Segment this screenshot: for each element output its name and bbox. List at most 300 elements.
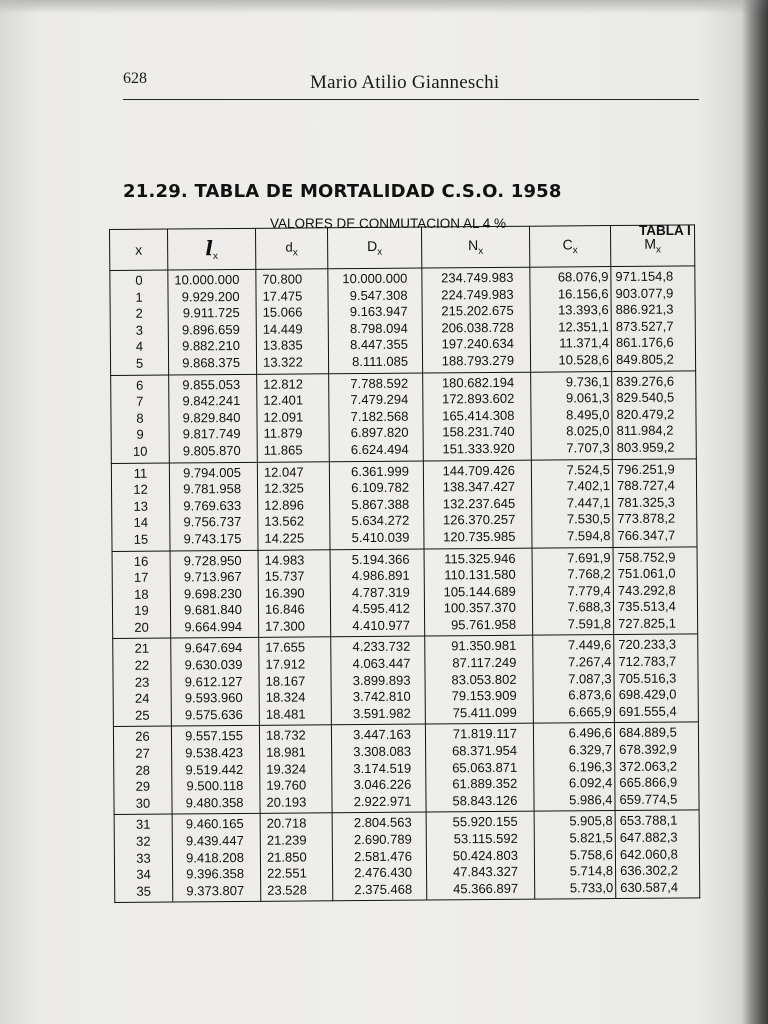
table-value: 50.424.803 (452, 847, 518, 863)
table-value: 849.805,2 (615, 351, 674, 367)
table-value: 811.984,2 (616, 422, 674, 439)
table-value: 27 (135, 745, 150, 761)
table-value: 8 (136, 410, 144, 426)
table-value: 20.193 (266, 794, 307, 810)
table-value: 12 (133, 481, 148, 497)
table-value: 5.194.366 (351, 551, 410, 567)
table-value: 9 (136, 427, 144, 443)
dx-cell (260, 813, 333, 902)
Mx-cell (614, 634, 699, 723)
table-value: 6.496,6 (568, 725, 613, 741)
table-value: 188.793.279 (441, 352, 515, 369)
table-value: 11.371,4 (559, 335, 609, 351)
Dx-cell (330, 549, 425, 638)
page-number: 628 (123, 70, 147, 87)
table-value: 9.373.807 (186, 882, 245, 899)
Nx-cell (425, 636, 534, 725)
Mx-cell (611, 266, 696, 371)
table-value: 7.087,3 (568, 670, 612, 687)
table-value: 65.063.871 (452, 759, 518, 775)
table-value: 17.300 (265, 618, 305, 634)
col-header-Nx: $N_x$ (421, 226, 529, 268)
table-value: 642.060,8 (619, 846, 678, 862)
table-value: 829.540,5 (616, 389, 675, 406)
table-value: 820.479,2 (616, 406, 675, 422)
table-value: 5.733,0 (569, 879, 614, 896)
table-value: 7.402,1 (566, 478, 611, 494)
table-value: 6.873,6 (568, 687, 612, 703)
table-value: 781.325,3 (617, 494, 676, 510)
dx-cell (257, 461, 330, 550)
table-value: 165.414.308 (442, 407, 515, 424)
table-value: 32 (136, 833, 151, 849)
table-value: 5.714,8 (569, 863, 614, 879)
table-value: 115.325.946 (444, 550, 516, 566)
table-value: 861.176,6 (615, 334, 674, 351)
table-value: 68.076,9 (557, 269, 609, 285)
Dx-cell (331, 637, 426, 726)
table-value: 5 (135, 355, 144, 371)
table-value: 18.324 (265, 689, 306, 706)
table-value: 758.752,9 (617, 549, 676, 565)
table-value: 3 (135, 322, 143, 338)
table-value: 705.516,3 (618, 670, 677, 686)
table-value: 2.690.789 (353, 831, 412, 848)
table-value: 9.418.208 (186, 849, 244, 866)
table-value: 215.202.675 (441, 303, 514, 319)
table-value: 126.370.257 (442, 512, 516, 528)
table-value: 158.231.740 (442, 424, 515, 440)
Dx-cell (329, 373, 424, 462)
table-value: 9.756.737 (183, 514, 242, 530)
table-value: 7.707,3 (566, 440, 610, 456)
table-value: 8.447.355 (350, 337, 408, 353)
Dx-cell (329, 461, 424, 550)
table-value: 10.000.000 (342, 270, 408, 287)
age-cell (110, 270, 169, 375)
table-value: 4.986.891 (351, 567, 410, 584)
table-value: 8.111.085 (352, 353, 409, 370)
table-value: 9.911.725 (182, 305, 240, 321)
table-value: 12.091 (263, 409, 304, 425)
age-cell (113, 726, 172, 814)
table-value: 17.475 (262, 288, 303, 304)
table-value: 75.411.099 (452, 704, 517, 721)
Mx-cell (612, 370, 697, 459)
page-top-shadow (0, 0, 768, 14)
table-value: 15 (133, 531, 149, 547)
table-value: 9.713.967 (183, 569, 242, 585)
table-value: 766.347,7 (617, 527, 676, 543)
table-value: 2.922.971 (353, 793, 412, 809)
table-value: 9.439.447 (185, 832, 244, 849)
table-value: 2.476.430 (354, 864, 413, 881)
table-value: 9.929.200 (181, 288, 240, 305)
table-value: 180.682.194 (441, 374, 515, 390)
Nx-cell (423, 460, 532, 549)
table-value: 1 (135, 289, 143, 305)
table-value: 9.396.358 (186, 866, 245, 882)
table-value: 14.225 (264, 530, 305, 546)
age-cell (111, 375, 170, 463)
table-value: 34 (136, 866, 151, 882)
table-value: 7.530,5 (566, 511, 611, 527)
table-value: 2.581.476 (354, 848, 412, 864)
table-value: 7.691,9 (567, 549, 611, 565)
mortality-table (109, 224, 700, 903)
table-value: 12.047 (263, 464, 304, 480)
dx-cell (259, 637, 332, 726)
Dx-cell (328, 268, 423, 373)
table-value: 9.575.636 (184, 706, 243, 723)
table-value: 9.557.155 (185, 728, 244, 744)
table-value: 7.591,8 (567, 615, 612, 632)
table-value: 7 (136, 393, 144, 409)
table-value: 971.154,8 (615, 268, 674, 285)
table-value: 5.821,5 (569, 830, 613, 846)
dx-cell (259, 725, 332, 814)
lx-cell (172, 814, 261, 903)
table-value: 9.855.053 (182, 376, 241, 392)
table-value: 5.410.039 (351, 529, 410, 546)
Mx-cell (614, 722, 699, 811)
table-value: 21.239 (266, 832, 307, 848)
table-value: 138.347.427 (442, 478, 516, 495)
Nx-cell (422, 267, 531, 372)
table-value: 17.655 (265, 639, 306, 656)
table-value: 68.371.954 (451, 742, 518, 759)
table-value: 7.788.592 (350, 375, 409, 391)
table-value: 13.322 (262, 354, 303, 370)
table-value: 33 (136, 850, 151, 866)
table-value: 30 (135, 795, 151, 811)
table-value: 206.038.728 (441, 319, 514, 336)
table-value: 2 (135, 305, 143, 321)
table-row-group (113, 722, 699, 815)
table-value: 9.882.210 (182, 338, 240, 354)
Nx-cell (424, 548, 533, 637)
table-value: 12.896 (264, 497, 304, 513)
table-value: 9.519.442 (185, 761, 244, 778)
table-value: 9.163.947 (349, 303, 408, 320)
table-value: 678.392,9 (619, 741, 678, 758)
table-value: 9.460.165 (185, 816, 244, 832)
table-value: 20 (134, 619, 149, 635)
Cx-cell (531, 371, 613, 460)
table-value: 19.760 (266, 777, 307, 793)
table-value: 3.447.163 (353, 727, 412, 743)
table-value: 23 (134, 674, 150, 690)
table-value: 788.727,4 (616, 477, 675, 494)
table-value: 9.061,3 (565, 390, 610, 406)
table-value: 7.182.568 (350, 408, 409, 424)
table-value: 653.788,1 (619, 812, 678, 829)
table-value: 9.664.994 (184, 618, 243, 635)
table-value: 7.779,4 (567, 582, 611, 599)
table-value: 743.292,8 (617, 582, 676, 598)
running-header-author: Mario Atilio Gianneschi (310, 72, 500, 93)
table-value: 6.665,9 (568, 703, 612, 720)
Nx-cell (426, 812, 535, 901)
table-value: 14 (133, 515, 149, 531)
table-value: 12.325 (263, 480, 304, 496)
table-value: 9.817.749 (182, 426, 241, 442)
table-row-group (112, 546, 698, 639)
table-value: 665.866,9 (619, 774, 678, 791)
table-value: 9.868.375 (182, 354, 241, 371)
table-value: 55.920.155 (452, 814, 518, 830)
table-row-group (111, 458, 697, 551)
table-value: 15.737 (264, 568, 305, 584)
header-rule (123, 99, 699, 100)
table-value: 839.276,6 (616, 373, 675, 389)
col-header-lx: $l_x$ (168, 228, 256, 270)
table-value: 11.879 (263, 425, 303, 442)
table-value: 5.986,4 (569, 791, 613, 808)
table-value: 53.115.592 (453, 830, 518, 847)
table-row-group (111, 370, 697, 463)
table-value: 712.783,7 (618, 653, 677, 670)
col-header-Cx: $C_x$ (529, 226, 610, 268)
lx-cell (168, 269, 257, 374)
table-value: 4.233.732 (352, 639, 411, 655)
table-value: 7.447,1 (566, 494, 611, 511)
table-value: 12.351,1 (558, 318, 609, 335)
Cx-cell (534, 811, 616, 900)
age-cell (112, 551, 171, 639)
table-value: 6.897.820 (350, 424, 409, 441)
table-value: 9.547.308 (349, 287, 408, 303)
table-value: 21.850 (266, 849, 307, 865)
col-header-x: x (110, 229, 168, 270)
table-value: 4.787.319 (351, 584, 410, 600)
table-value: 9.736,1 (565, 373, 610, 389)
Cx-cell (532, 547, 614, 636)
table-value: 10.000.000 (174, 271, 240, 288)
page-spine-shadow (742, 0, 768, 1024)
table-value: 9.538.423 (185, 744, 244, 761)
table-value: 87.117.249 (452, 654, 517, 671)
table-value: 9.593.960 (184, 690, 243, 706)
col-header-dx: $d_x$ (255, 228, 327, 270)
table-value: 7.688,3 (567, 599, 612, 615)
table-value: 83.053.802 (451, 671, 517, 687)
table-value: 25 (135, 707, 150, 723)
table-row-group (110, 266, 696, 375)
table-value: 720.233,3 (618, 637, 677, 653)
table-value: 22.551 (267, 865, 307, 881)
table-value: 71.819.117 (452, 726, 518, 742)
table-value: 8.495,0 (566, 406, 610, 423)
table-row-group (113, 634, 699, 727)
table-value: 3.046.226 (353, 776, 412, 793)
table-value: 9.480.358 (185, 794, 244, 811)
lx-cell (169, 462, 258, 551)
table-value: 47.843.327 (452, 863, 519, 880)
table-value: 70.800 (262, 271, 303, 287)
table-value: 19 (134, 602, 149, 619)
table-value: 691.555,4 (618, 703, 677, 719)
table-value: 58.843.126 (452, 792, 518, 809)
table-value: 20.718 (266, 815, 307, 832)
Cx-cell (531, 459, 613, 548)
table-value: 91.350.981 (451, 638, 517, 654)
table-value: 17 (133, 569, 149, 585)
table-value: 9.769.633 (183, 497, 242, 514)
Nx-cell (425, 724, 534, 813)
Dx-cell (331, 724, 426, 813)
lx-cell (171, 726, 260, 815)
table-value: 11 (133, 465, 148, 481)
table-value: 24 (134, 690, 150, 707)
table-value: 26 (135, 729, 150, 745)
table-value: 9.805.870 (182, 442, 241, 459)
col-header-Mx: $M_x$ (610, 225, 694, 267)
table-value: 886.921,3 (615, 301, 674, 318)
table-value: 9.896.659 (181, 321, 240, 338)
table-value: 4.063.447 (352, 655, 411, 672)
table-value: 10.528,6 (558, 352, 610, 368)
Mx-cell (615, 810, 700, 899)
table-value: 9.500.118 (186, 778, 244, 794)
table-value: 7.524,5 (566, 461, 610, 477)
table-value: 7.768,2 (567, 566, 611, 582)
table-value: 13 (133, 498, 148, 514)
col-header-Dx: $D_x$ (327, 227, 421, 269)
table-value: 3.308.083 (353, 743, 412, 760)
table-value: 15.066 (262, 304, 303, 320)
table-value: 45.366.897 (453, 880, 519, 897)
table-value: 11.865 (263, 442, 303, 458)
table-value: 22 (134, 657, 150, 673)
table-value: 224.749.983 (441, 286, 514, 302)
table-value: 2.375.468 (354, 881, 413, 897)
table-value: 7.449,6 (567, 637, 612, 653)
table-value: 4.410.977 (352, 617, 411, 633)
table-value: 28 (135, 762, 151, 778)
Cx-cell (533, 635, 615, 724)
table-value: 684.889,5 (618, 724, 677, 741)
table-value: 773.878,2 (617, 510, 676, 527)
table-value: 3.591.982 (352, 705, 411, 721)
table-value: 234.749.983 (441, 269, 514, 286)
table-value: 9.681.840 (184, 602, 243, 618)
table-value: 120.735.985 (443, 528, 516, 545)
table-value: 29 (135, 778, 151, 795)
table-value: 12.812 (263, 376, 304, 392)
table-subtitle: VALORES DE CONMUTACION AL 4 % (270, 216, 507, 231)
table-value: 13.393,6 (557, 302, 609, 318)
table-value: 903.077,9 (615, 285, 674, 301)
table-value: 6.361.999 (351, 463, 409, 479)
table-value: 873.527,7 (615, 318, 674, 334)
table-value: 2.804.563 (353, 815, 412, 831)
Cx-cell (533, 723, 615, 812)
table-value: 6.109.782 (351, 479, 410, 496)
table-value: 14.449 (262, 321, 303, 337)
table-value: 10 (132, 443, 148, 459)
table-value: 172.893.602 (441, 390, 515, 407)
table-value: 16.156,6 (557, 285, 609, 302)
table-value: 7.267,4 (567, 654, 612, 670)
table-value: 18.481 (265, 706, 306, 722)
table-value: 9.743.175 (183, 530, 242, 547)
age-cell (111, 463, 170, 551)
table-value: 5.905,8 (569, 813, 613, 829)
table-value: 79.153.909 (451, 688, 517, 704)
table-value: 100.357.370 (443, 600, 517, 616)
table-value: 95.761.958 (450, 616, 517, 633)
Cx-cell (530, 267, 612, 372)
table-value: 151.333.920 (442, 440, 515, 457)
section-title: 21.29. TABLA DE MORTALIDAD C.S.O. 1958 (123, 181, 562, 202)
table-value: 8.798.094 (349, 320, 408, 336)
table-value: 372.063,2 (619, 758, 678, 774)
table-value: 31 (135, 817, 151, 833)
table-value: 647.882,3 (619, 829, 678, 846)
table-value: 7.479.294 (350, 391, 409, 408)
table-value: 23.528 (267, 882, 308, 898)
table-value: 132.237.645 (442, 495, 516, 512)
table-value: 3.742.810 (352, 688, 411, 705)
table-value: 105.144.689 (443, 583, 516, 600)
table-value: 4.595.412 (352, 600, 411, 617)
table-value: 17.912 (265, 656, 306, 672)
table-value: 9.728.950 (183, 552, 242, 568)
table-value: 9.612.127 (184, 673, 243, 690)
age-cell (113, 638, 172, 726)
table-value: 9.698.230 (183, 585, 242, 602)
table-value: 698.429,0 (618, 686, 677, 703)
table-value: 5.634.272 (351, 512, 410, 529)
table-value: 18.981 (266, 744, 306, 760)
table-value: 21 (134, 641, 150, 657)
table-value: 18.167 (265, 673, 306, 689)
Mx-cell (613, 546, 698, 635)
table-value: 727.825,1 (618, 615, 677, 631)
table-value: 6.624.494 (350, 441, 409, 458)
table-header-row (110, 225, 695, 271)
table-value: 636.302,2 (619, 862, 678, 879)
table-value: 3.174.519 (353, 760, 412, 776)
table-value: 19.324 (266, 761, 307, 777)
table-value: 16.390 (264, 585, 305, 601)
Mx-cell (612, 458, 697, 547)
table-value: 13.562 (264, 513, 305, 530)
table-value: 18 (134, 586, 149, 602)
lx-cell (171, 638, 260, 727)
table-value: 9.647.694 (184, 640, 243, 656)
table-value: 144.709.426 (442, 462, 515, 478)
table-value: 6 (136, 377, 144, 393)
table-value: 3.899.893 (352, 672, 411, 688)
table-value: 16 (133, 553, 149, 569)
table-value: 110.131.580 (444, 566, 516, 583)
table-value: 630.587,4 (620, 879, 679, 895)
table-value: 6.196,3 (568, 758, 613, 775)
table-value: 12.401 (263, 392, 304, 408)
lx-cell (170, 550, 259, 639)
table-value: 5.758,6 (569, 846, 613, 862)
table-value: 6.329,7 (568, 742, 613, 758)
table-value: 16.846 (264, 601, 305, 618)
dx-cell (256, 269, 329, 374)
table-value: 5.867.388 (351, 496, 410, 512)
table-value: 9.630.039 (184, 657, 243, 673)
table-label: TABLA I (639, 223, 691, 238)
table-value: 14.983 (264, 551, 305, 568)
table-value: 9.781.958 (183, 481, 242, 497)
